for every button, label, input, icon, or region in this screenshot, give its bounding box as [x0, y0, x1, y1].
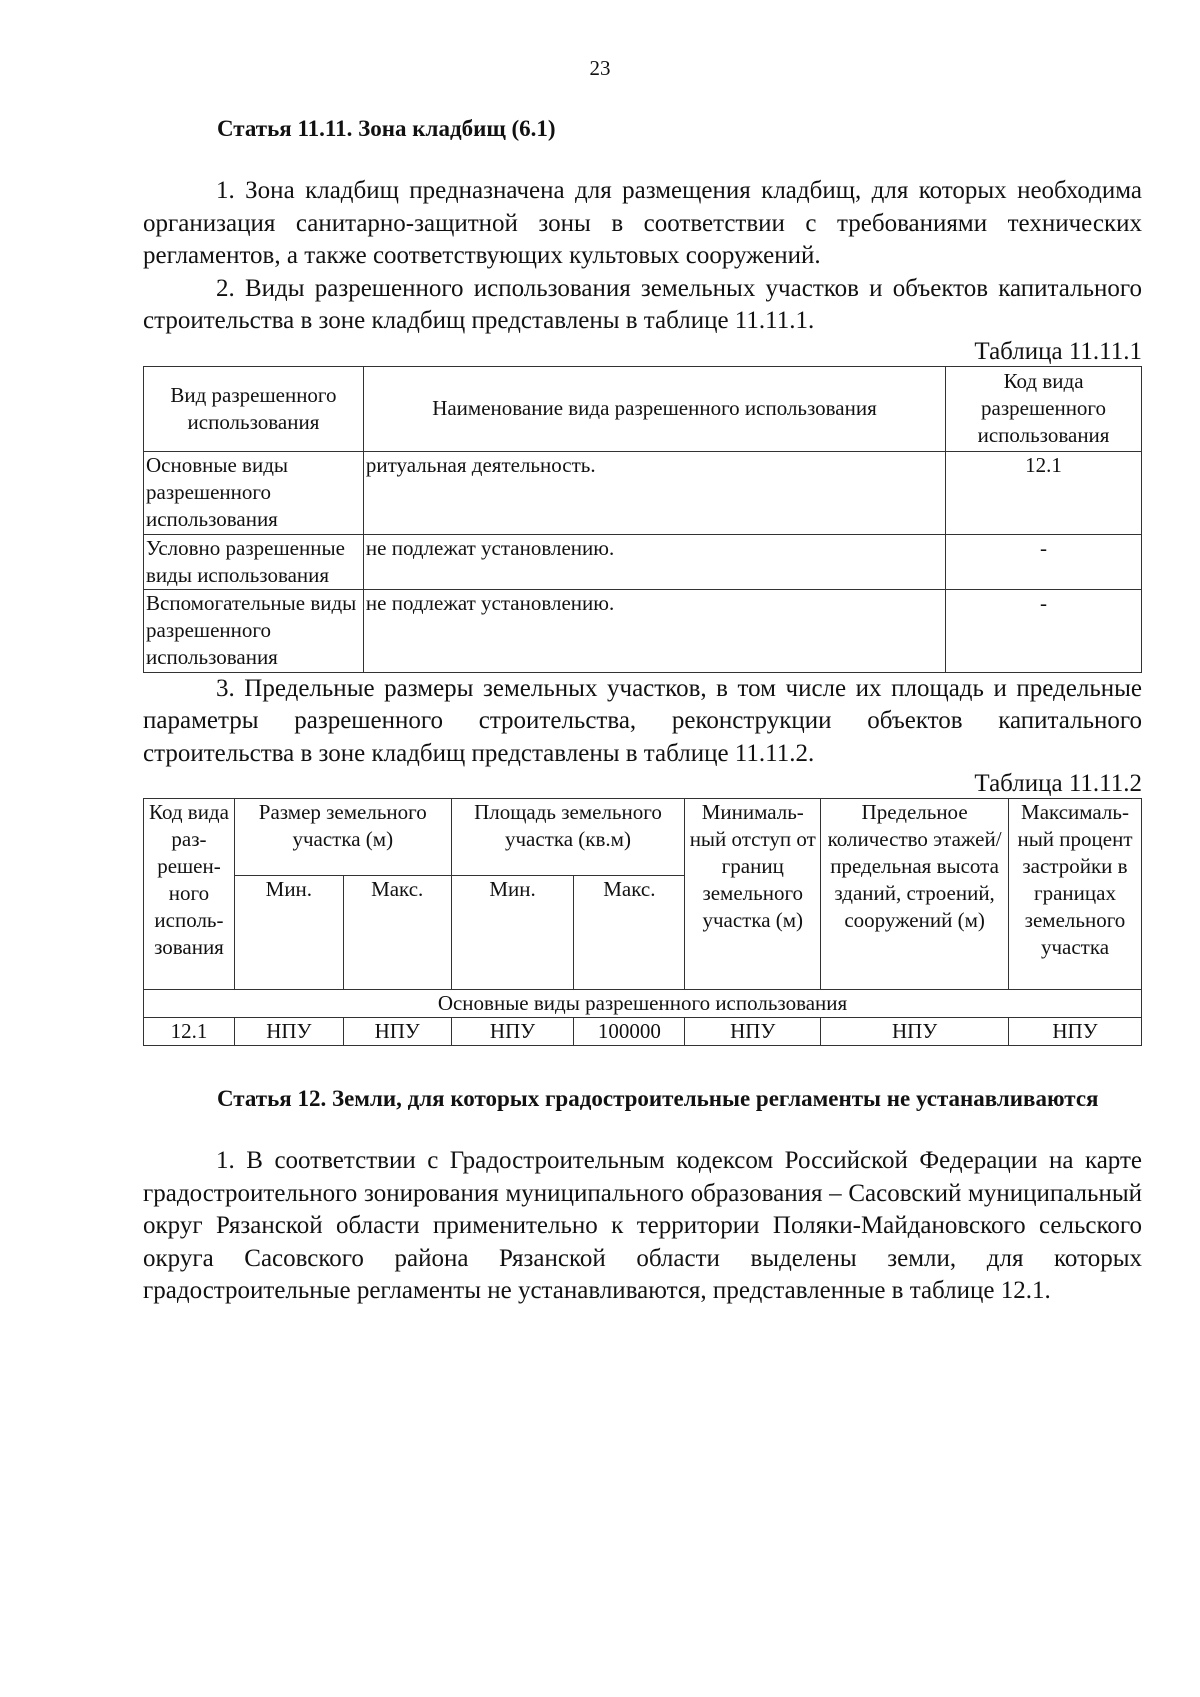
article-12-title: Статья 12. Земли, для которых градостроительные регламенты не устанавливаются [217, 1086, 1099, 1111]
header-offset: Минималь-ный отступ от границ земельного участка (м) [685, 799, 821, 990]
paragraph-article-12-1: 1. В соответствии с Градостроительным кодексом Российской Федерации на карте градостроительного зонирования муниципального образования – Сасовский муниципальный округ Рязанской области применительно к территории Поляки-Майдановского сельского округа Сасовского района Рязанской области выделены земли, для которых градостроительные регламенты не устанавливаются, представленные в таблице 12.1. [143, 1147, 1142, 1304]
section-title: Основные виды разрешенного использования [144, 990, 1142, 1018]
header-area-max: Макс. [574, 876, 685, 990]
row-type: Условно разрешенные виды использования [144, 534, 364, 589]
paragraph-1: 1. Зона кладбищ предназначена для размещения кладбищ, для которых необходима организация санитарно-защитной зоны в соответствии с требованиями технических регламентов, а также соответствующих культовых сооружений. [143, 177, 1142, 269]
cell-percent: НПУ [1008, 1018, 1141, 1046]
header-floors: Предельное количество этажей/ предельная высота зданий, строений, сооружений (м) [821, 799, 1009, 990]
row-name: не подлежат установлению. [363, 589, 945, 672]
header-area: Площадь земельного участка (кв.м) [451, 799, 685, 876]
header-code: Код вида разрешенного использования [946, 366, 1142, 451]
header-area-min: Мин. [451, 876, 574, 990]
row-type: Основные виды разрешенного использования [144, 451, 364, 534]
header-size: Размер земельного участка (м) [234, 799, 451, 876]
header-code: Код вида раз-решен-ного исполь-зования [144, 799, 235, 990]
row-name: не подлежат установлению. [363, 534, 945, 589]
header-size-max: Макс. [343, 876, 451, 990]
table-row [144, 534, 1142, 589]
paragraph-2: 2. Виды разрешенного использования земельных участков и объектов капитального строительства в зоне кладбищ представлены в таблице 11.11.1. [143, 274, 1142, 334]
header-type: Вид разрешенного использования [144, 366, 364, 451]
table-11-11-1 [143, 366, 1142, 673]
article-11-11-title: Статья 11.11. Зона кладбищ (6.1) [217, 116, 556, 141]
header-name: Наименование вида разрешенного использования [363, 366, 945, 451]
cell-area-min: НПУ [451, 1018, 574, 1046]
table-row [144, 1018, 1142, 1046]
row-name: ритуальная деятельность. [363, 451, 945, 534]
cell-area-max: 100000 [574, 1018, 685, 1046]
page-number: 23 [589, 56, 611, 80]
paragraph-3: 3. Предельные размеры земельных участков, в том числе их площадь и предельные параметры разрешенного строительства, реконструкции объектов капитального строительства в зоне кладбищ представлены в таблице 11.11.2. [143, 674, 1142, 767]
table-11-11-2 [143, 798, 1142, 1046]
row-code: - [946, 534, 1142, 589]
cell-offset: НПУ [685, 1018, 821, 1046]
table-11-11-2-caption: Таблица 11.11.2 [974, 770, 1142, 797]
table-row [144, 589, 1142, 672]
cell-size-min: НПУ [234, 1018, 343, 1046]
cell-code: 12.1 [144, 1018, 235, 1046]
table-section-row [144, 990, 1142, 1018]
table-11-11-1-caption: Таблица 11.11.1 [974, 337, 1142, 365]
row-code: - [946, 589, 1142, 672]
row-type: Вспомогательные виды разрешенного использования [144, 589, 364, 672]
row-code: 12.1 [946, 451, 1142, 534]
document-body [143, 112, 1142, 1308]
header-size-min: Мин. [234, 876, 343, 990]
cell-size-max: НПУ [343, 1018, 451, 1046]
table-header-row [144, 366, 1142, 451]
table-header-row [144, 799, 1142, 876]
header-percent: Максималь-ный процент застройки в границах земельного участка [1008, 799, 1141, 990]
cell-floors: НПУ [821, 1018, 1009, 1046]
table-row [144, 451, 1142, 534]
